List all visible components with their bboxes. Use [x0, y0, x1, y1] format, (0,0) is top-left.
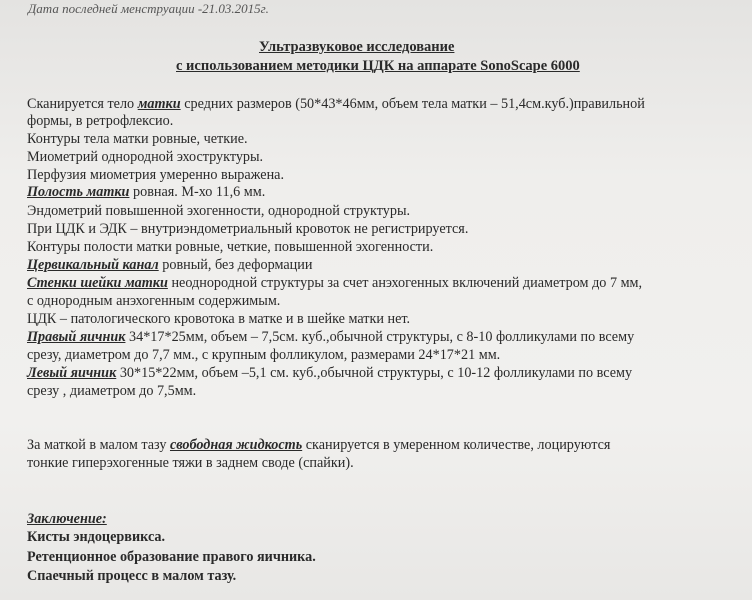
cervix-walls-label: Стенки шейки матки — [27, 275, 168, 291]
doppler-line: При ЦДК и ЭДК – внутриэндометриальный кровоток не регистрируется. — [27, 221, 469, 237]
free-fluid-line: За маткой в малом тазу свободная жидкость сканируется в умеренном количестве, лоцируются — [27, 437, 611, 453]
last-menstruation-date: Дата последней менструации -21.03.2015г. — [28, 1, 269, 16]
right-ovary-line: Правый яичник 34*17*25мм, объем – 7,5см. куб.,обычной структуры, с 8-10 фолликулами по всему — [27, 329, 635, 345]
uterine-cavity-label: Полость матки — [27, 184, 130, 200]
uterus-contours-line: Контуры тела матки ровные, четкие. — [27, 131, 248, 147]
cavity-contours-line: Контуры полости матки ровные, четкие, повышенной эхогенности. — [27, 239, 434, 255]
uterine-cavity-line: Полость матки ровная. М-хо 11,6 мм. — [27, 184, 266, 200]
cervical-canal-line: Цервикальный канал ровный, без деформации — [27, 257, 313, 273]
free-fluid-label: свободная жидкость — [169, 437, 303, 453]
cdk-line: ЦДК – патологического кровотока в матке и в шейке матки нет. — [27, 311, 411, 327]
conclusion-item: Спаечный процесс в малом тазу. — [27, 568, 237, 584]
left-ovary-label: Левый яичник — [27, 365, 117, 381]
uterus-label: матки — [137, 96, 181, 112]
conclusion-item: Кисты эндоцервикса. — [27, 529, 166, 545]
cervical-canal-label: Цервикальный канал — [27, 257, 159, 273]
left-ovary-cont-line: срезу , диаметром до 7,5мм. — [27, 383, 197, 399]
report-title: Ультразвуковое исследование — [259, 39, 455, 55]
uterus-body-line: Сканируется тело матки средних размеров (50*43*46мм, объем тела матки – 51,4см.куб.)правильной — [27, 96, 645, 112]
conclusion-item: Ретенционное образование правого яичника. — [27, 549, 316, 565]
adhesions-line: тонкие гиперэхогенные тяжи в заднем своде (спайки). — [27, 455, 354, 471]
right-ovary-cont-line: срезу, диаметром до 7,7 мм., с крупным фолликулом, размерами 24*17*21 мм. — [27, 347, 501, 363]
anechoic-content-line: с однородным анэхогенным содержимым. — [27, 293, 281, 309]
myometrium-line: Миометрий однородной эхоструктуры. — [27, 149, 264, 165]
uterus-shape-line: формы, в ретрофлексио. — [27, 113, 174, 129]
endometrium-line: Эндометрий повышенной эхогенности, однородной структуры. — [27, 203, 411, 219]
report-subtitle: с использованием методики ЦДК на аппарате SonoScape 6000 — [176, 58, 580, 74]
conclusion-heading: Заключение: — [27, 511, 107, 527]
left-ovary-line: Левый яичник 30*15*22мм, объем –5,1 см. куб.,обычной структуры, с 10-12 фолликулами по всему — [27, 365, 633, 381]
perfusion-line: Перфузия миометрия умеренно выражена. — [27, 167, 285, 183]
right-ovary-label: Правый яичник — [27, 329, 126, 345]
cervix-walls-line: Стенки шейки матки неоднородной структуры за счет анэхогенных включений диаметром до 7 мм, — [27, 275, 643, 291]
